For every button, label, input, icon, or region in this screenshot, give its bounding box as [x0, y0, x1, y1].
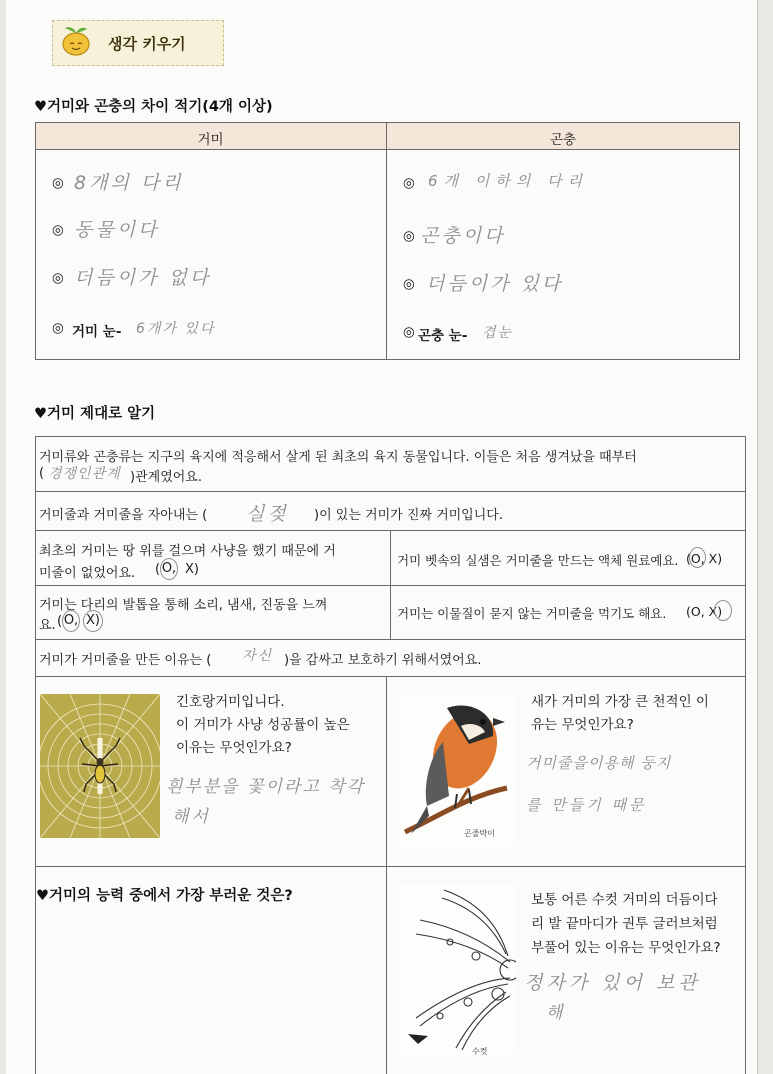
ox-q3-choice-x[interactable]: X) [185, 562, 199, 577]
spider-question-line2: 이 거미가 사냥 성공률이 높은 [176, 717, 350, 733]
worksheet-page [6, 0, 758, 1074]
insect-eye-label: 곤충 눈- [418, 328, 468, 344]
bird-question-line2: 유는 무엇인가요? [531, 717, 634, 733]
bullet: ◎ [52, 222, 64, 238]
fill-in-row2-post: )이 있는 거미가 진짜 거미입니다. [314, 508, 503, 523]
fill-in-row5-pre: 거미가 거미줄을 만든 이유는 ( [39, 653, 212, 668]
ox-q4-circle-mark [689, 547, 706, 568]
column-header-spider: 거미 [197, 132, 224, 148]
male-question-line3: 부풀어 있는 이유는 무엇인가요? [531, 940, 721, 956]
ox-q5-line1: 거미는 다리의 발톱을 통해 소리, 냄새, 진동을 느껴 [39, 598, 328, 613]
section2-title: ♥거미 제대로 알기 [34, 406, 156, 422]
male-spider-leg-sketch [398, 884, 516, 1054]
ox-q3-line1: 최초의 거미는 땅 위를 걸으며 사냥을 했기 때문에 거 [39, 544, 336, 559]
fill-in-row1-close: )관계였어요. [130, 470, 202, 485]
ox-q6-circle-mark [714, 600, 732, 621]
fill-in-row2-answer: 실젖 [246, 503, 289, 525]
orb-weaver-spider-picture [40, 694, 160, 838]
spider-answer-line2: 해서 [172, 807, 211, 827]
column-header-insect: 곤충 [549, 132, 577, 148]
male-answer-line2: 해 [546, 1003, 566, 1023]
spider-item-2: 동물이다 [74, 219, 160, 241]
bullet: ◎ [52, 320, 64, 336]
spider-answer-line1: 흰부분을 꽃이라고 착각 [166, 777, 366, 797]
section1-title: ♥거미와 곤충의 차이 적기(4개 이상) [34, 99, 273, 115]
spider-question-line1: 긴호랑거미입니다. [176, 694, 285, 710]
insect-item-2: 곤충이다 [420, 225, 506, 247]
fill-in-row1-line1: 거미류와 곤충류는 지구의 육지에 적응해서 살게 된 최초의 육지 동물입니다. 이들은 처음 생겨났을 때부터 [39, 450, 637, 465]
bullet: ◎ [52, 175, 64, 191]
spider-eye-label: 거미 눈- [72, 324, 122, 340]
ox-q4-choice[interactable]: (O, X) [686, 551, 723, 566]
fill-in-row1-open: ( [39, 466, 45, 481]
spider-question-line3: 이유는 무엇인가요? [176, 740, 292, 756]
male-answer-line1: 정자가 있어 보관 [524, 972, 701, 994]
varied-tit-bird-picture [399, 696, 515, 846]
ox-q3-open: ( [155, 562, 161, 577]
ox-q6-choice[interactable]: (O, X) [686, 604, 723, 619]
insect-eye-answer: 겹눈 [482, 325, 514, 341]
ox-q4-text: 거미 벳속의 실샘은 거미줄을 만드는 액체 원료예요. [397, 553, 679, 568]
bird-question-line1: 새가 거미의 가장 큰 천적인 이 [531, 694, 709, 710]
male-question-line1: 보통 어른 수컷 거미의 더듬이다 [531, 892, 718, 908]
ox-q5-choice-x[interactable]: X) [83, 610, 103, 632]
male-question-line2: 리 발 끝마디가 권투 글러브처럼 [531, 916, 718, 932]
bullet: ◎ [52, 270, 64, 286]
bullet: ◎ [403, 276, 415, 292]
ox-q5-choice-o[interactable]: O, [62, 610, 80, 632]
fill-in-row2-pre: 거미줄과 거미줄을 자아내는 ( [39, 508, 208, 523]
ox-q3-line2: 미줄이 없었어요. [39, 566, 136, 581]
ox-q5-line2: 요. [39, 618, 56, 633]
sprout-face-icon [56, 22, 96, 58]
ox-q3-choice-o[interactable]: O, [160, 558, 178, 580]
section3-title: ♥거미의 능력 중에서 가장 부러운 것은? [36, 888, 293, 904]
spider-item-3: 더듬이가 없다 [74, 267, 212, 289]
fill-in-row5-answer: 자신 [242, 648, 274, 664]
bullet: ◎ [403, 228, 415, 244]
bird-answer-line1: 거미줄을이용해 둥지 [526, 754, 672, 772]
bird-answer-line2: 를 만들기 때문 [526, 796, 647, 814]
header-title: 생각 키우기 [108, 35, 186, 53]
ox-q6-text: 거미는 이물질이 묻지 않는 거미줄을 먹기도 해요. [397, 606, 667, 621]
insect-item-3: 더듬이가 있다 [426, 273, 564, 295]
fill-in-row5-post: )을 감싸고 보호하기 위해서였어요. [284, 653, 482, 668]
spider-item-1: 8개의 다리 [74, 172, 184, 194]
fill-in-row1-answer: 경쟁인관계 [48, 466, 121, 482]
bullet: ◎ [403, 324, 415, 340]
insect-item-1: 6개 이하의 다리 [428, 172, 589, 190]
bullet: ◎ [403, 175, 415, 191]
male-spider-caption: 수컷 [472, 1047, 488, 1056]
ox-q5-open: ( [57, 614, 63, 629]
bird-caption: 곤줄박이 [464, 829, 495, 838]
spider-eye-answer: 6개가 있다 [136, 321, 216, 337]
